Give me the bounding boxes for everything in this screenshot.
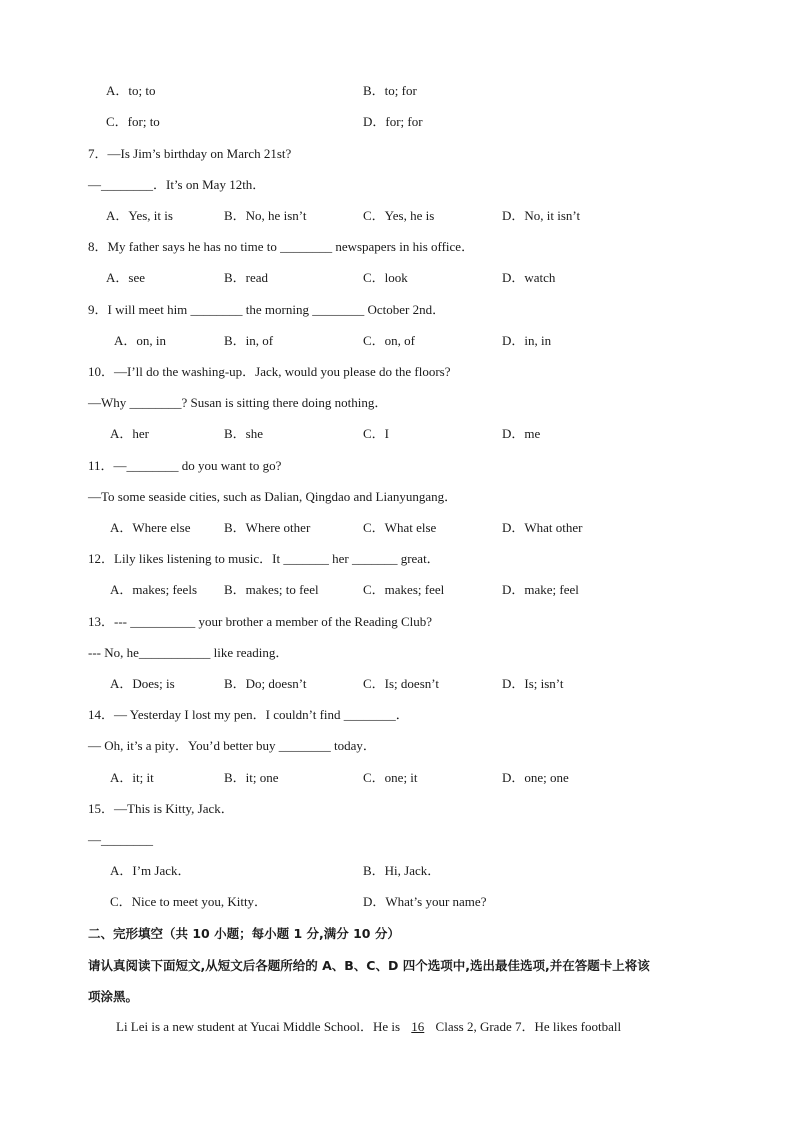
q10-option-c: C．I: [363, 426, 390, 441]
section2-instruction-line2: 项涂黑。: [88, 989, 139, 1004]
section2-heading: 二、完形填空（共 10 小题；每小题 1 分,满分 10 分）: [88, 926, 400, 941]
q14-option-b: B．it; one: [224, 770, 279, 785]
q13-option-d: D．Is; isn’t: [502, 676, 564, 691]
q11-option-c: C．What else: [363, 520, 437, 535]
q15-option-c: C．Nice to meet you, Kitty．: [110, 894, 268, 909]
q14-option-c: C．one; it: [363, 770, 418, 785]
q11-stem: 11．—________ do you want to go?: [88, 458, 282, 473]
q8-option-b: B．read: [224, 270, 269, 285]
q10-option-d: D．me: [502, 426, 541, 441]
q7-reply: —________．It’s on May 12th．: [88, 177, 266, 192]
q9-stem: 9．I will meet him ________ the morning ________ October 2nd．: [88, 302, 446, 317]
q11-option-b: B．Where other: [224, 520, 311, 535]
q7-option-c: C．Yes, he is: [363, 208, 435, 223]
q10-reply: —Why ________? Susan is sitting there doing nothing．: [88, 395, 388, 410]
q6-option-c: C．for; to: [106, 114, 160, 129]
q14-stem: 14．— Yesterday I lost my pen．I couldn’t find ________．: [88, 707, 409, 722]
q11-option-d: D．What other: [502, 520, 583, 535]
q7-option-d: D．No, it isn’t: [502, 208, 581, 223]
q10-option-a: A．her: [110, 426, 149, 441]
q6-option-a: A．to; to: [106, 83, 156, 98]
q7-stem: 7．—Is Jim’s birthday on March 21st?: [88, 146, 292, 161]
q7-option-a: A．Yes, it is: [106, 208, 173, 223]
q12-stem: 12．Lily likes listening to music．It _______ her _______ great．: [88, 551, 440, 566]
q10-option-b: B．she: [224, 426, 264, 441]
q15-option-b: B．Hi, Jack．: [363, 863, 441, 878]
section2-instruction-line1: 请认真阅读下面短文,从短文后各题所给的 A、B、C、D 四个选项中,选出最佳选项,并在答题卡上将该: [88, 958, 650, 973]
q8-option-c: C．look: [363, 270, 408, 285]
q15-stem: 15．—This is Kitty, Jack．: [88, 801, 234, 816]
q6-option-d: D．for; for: [363, 114, 423, 129]
q14-option-a: A．it; it: [110, 770, 154, 785]
passage-rest: Class 2, Grade 7．He likes football: [432, 1019, 622, 1034]
q12-option-a: A．makes; feels: [110, 582, 198, 597]
q10-stem: 10．—I’ll do the washing-up．Jack, would you please do the floors?: [88, 364, 451, 379]
q11-reply: —To some seaside cities, such as Dalian, Qingdao and Lianyungang．: [88, 489, 458, 504]
q13-option-c: C．Is; doesn’t: [363, 676, 439, 691]
q7-option-b: B．No, he isn’t: [224, 208, 307, 223]
q9-option-c: C．on, of: [363, 333, 416, 348]
q15-option-a: A．I’m Jack．: [110, 863, 191, 878]
passage-start: Li Lei is a new student at Yucai Middle School．He is: [116, 1019, 404, 1034]
q12-option-c: C．makes; feel: [363, 582, 445, 597]
q15-reply: —________: [88, 832, 153, 847]
q12-option-b: B．makes; to feel: [224, 582, 319, 597]
q8-option-a: A．see: [106, 270, 145, 285]
q13-option-b: B．Do; doesn’t: [224, 676, 307, 691]
q13-option-a: A．Does; is: [110, 676, 175, 691]
q13-stem: 13．--- __________ your brother a member of the Reading Club?: [88, 614, 433, 629]
q11-option-a: A．Where else: [110, 520, 191, 535]
blank-16: 16: [411, 1019, 425, 1034]
q9-option-b: B．in, of: [224, 333, 274, 348]
q14-option-d: D．one; one: [502, 770, 569, 785]
q9-option-a: A．on, in: [114, 333, 167, 348]
passage-paragraph: [116, 1018, 621, 1036]
q6-option-b: B．to; for: [363, 83, 417, 98]
q8-stem: 8．My father says he has no time to ________ newspapers in his office．: [88, 239, 475, 254]
q15-option-d: D．What’s your name?: [363, 894, 487, 909]
q9-option-d: D．in, in: [502, 333, 552, 348]
q8-option-d: D．watch: [502, 270, 556, 285]
q13-reply: --- No, he___________ like reading．: [88, 645, 289, 660]
q12-option-d: D．make; feel: [502, 582, 579, 597]
q14-reply: — Oh, it’s a pity．You’d better buy ________ today．: [88, 738, 376, 753]
